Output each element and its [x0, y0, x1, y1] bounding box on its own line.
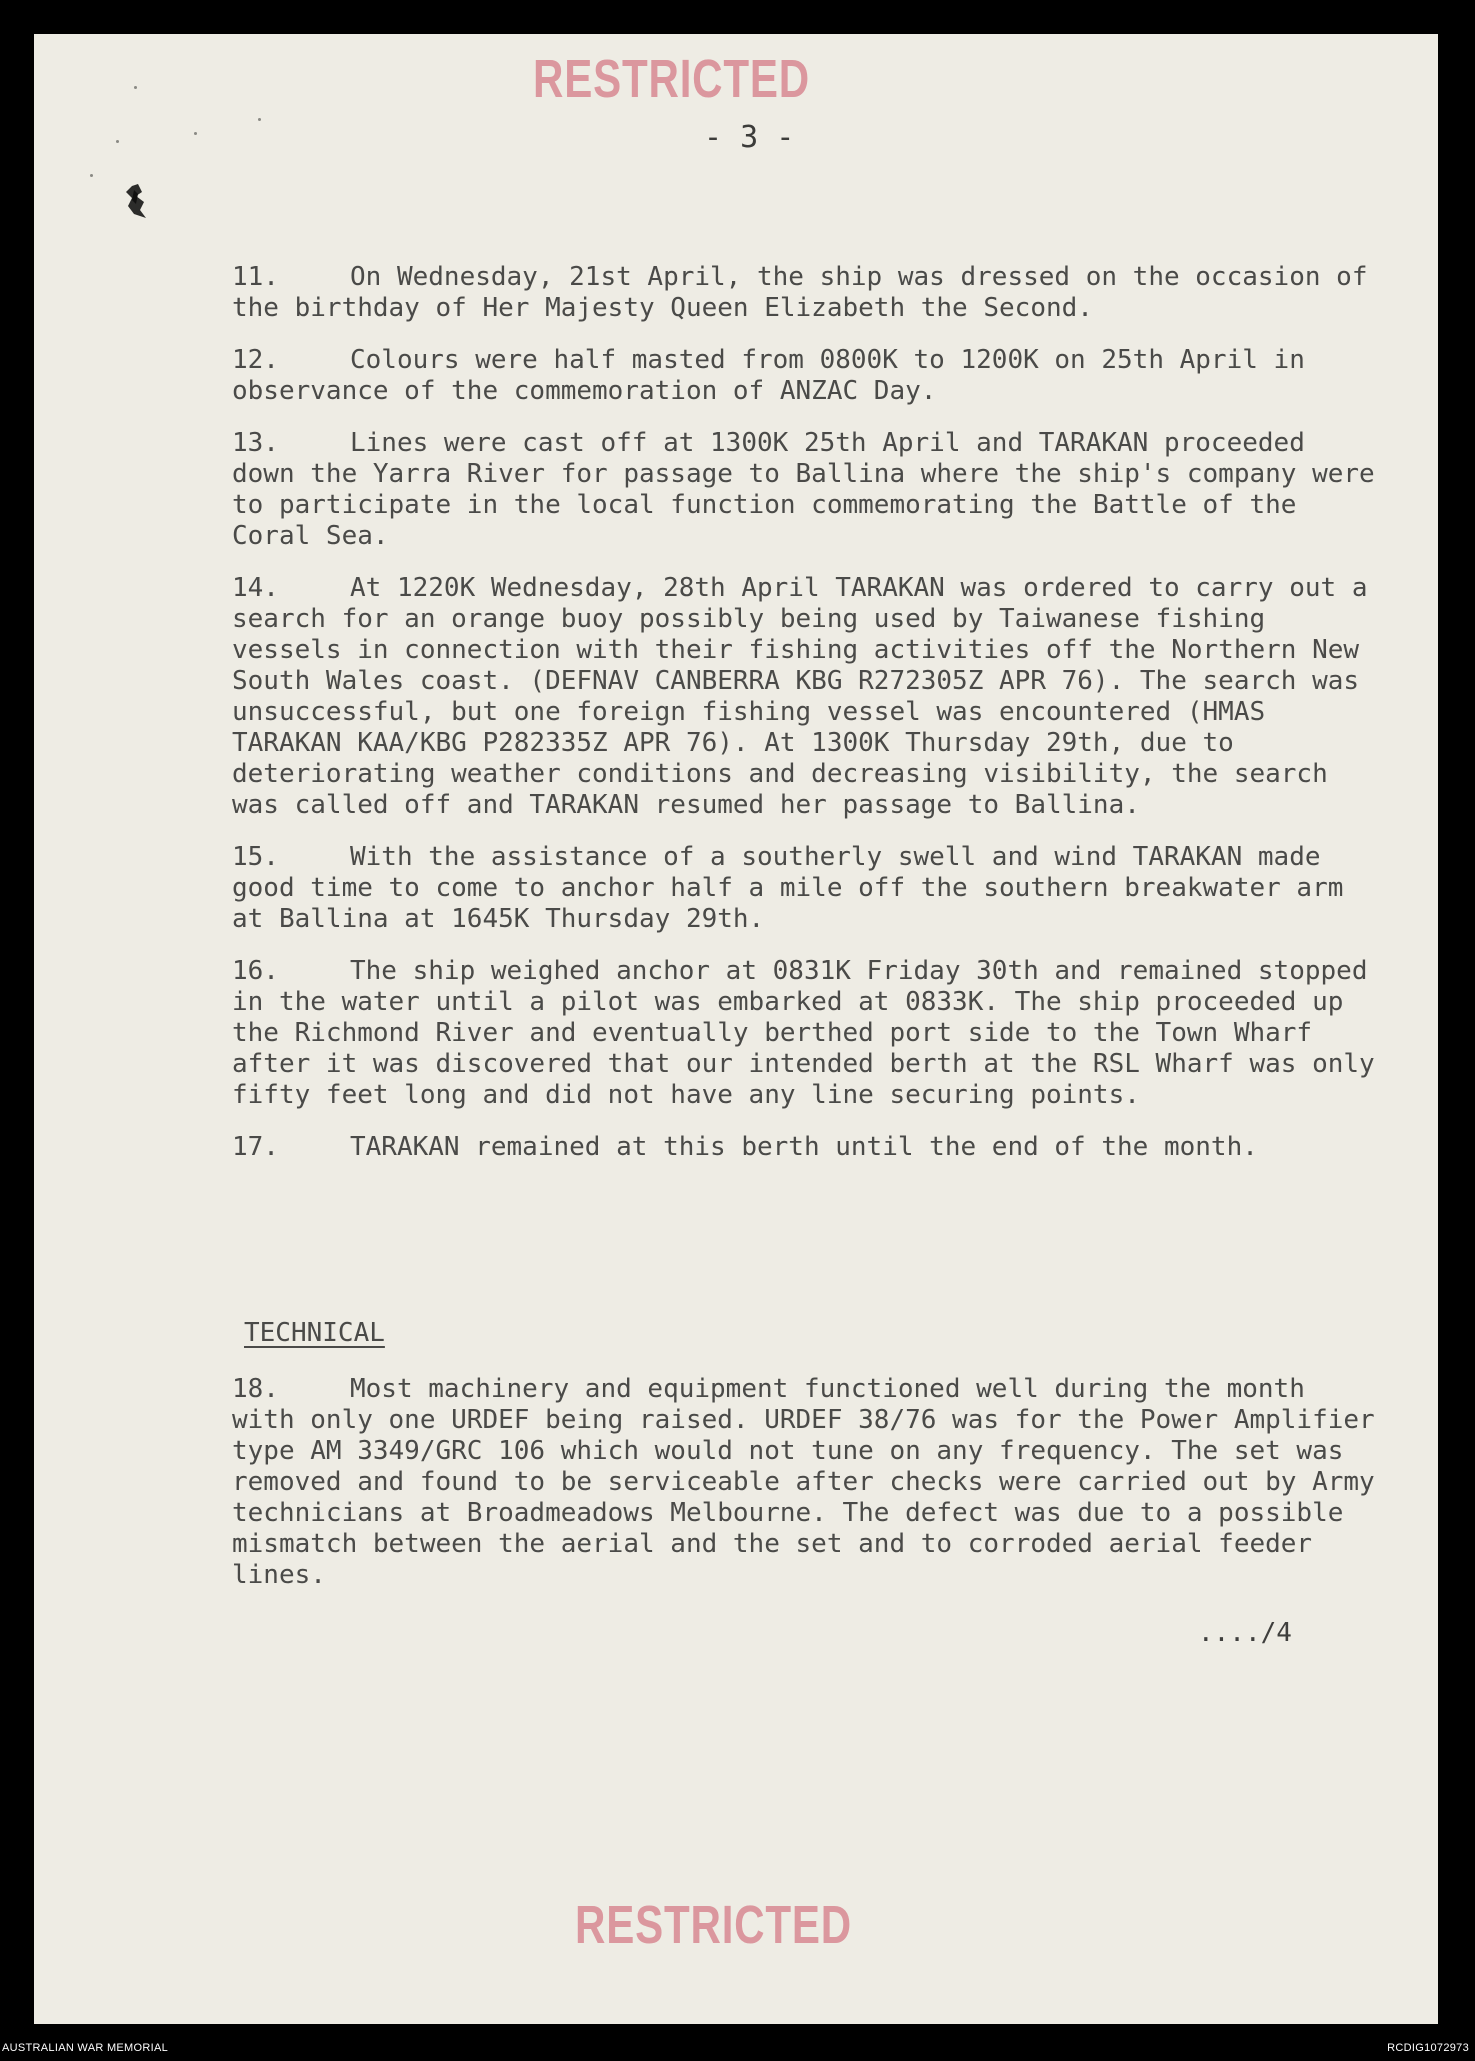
paragraph-number: 15.	[232, 842, 279, 872]
paragraph-16	[232, 956, 1391, 1111]
restricted-stamp-top: RESTRICTED	[533, 49, 810, 109]
technical-body	[232, 1374, 1391, 1612]
paragraph-number: 11.	[232, 262, 279, 292]
document-page	[34, 34, 1438, 2024]
page-number: - 3 -	[704, 120, 795, 155]
paragraph-number: 14.	[232, 573, 279, 603]
paragraph-11	[232, 262, 1382, 324]
paragraph-13	[232, 428, 1391, 552]
paragraph-text: TARAKAN remained at this berth until the end of the month.	[350, 1132, 1258, 1162]
paper-speck	[134, 86, 137, 89]
paragraph-text: On Wednesday, 21st April, the ship was dressed on the occasion of the birthday of Her Majesty Queen Elizabeth the Second.	[232, 262, 1384, 323]
paragraph-text: Colours were half masted from 0800K to 1200K on 25th April in observance of the commemoration of ANZAC Day.	[232, 345, 1321, 406]
paragraph-15	[232, 842, 1382, 935]
paragraph-text: The ship weighed anchor at 0831K Friday 30th and remained stopped in the water until a pilot was embarked at 0833K. The ship proceeded up the Richmond River and eventually berthed port side to the Town Wharf after it was discovered that our intended berth at the RSL Wharf was only fifty feet long and did not have any line securing points.	[232, 956, 1391, 1110]
paragraph-number: 18.	[232, 1374, 279, 1404]
paper-speck	[116, 140, 119, 143]
paper-speck	[194, 132, 197, 135]
paragraph-17	[232, 1132, 1382, 1163]
archive-id: RCDIG1072973	[1387, 2042, 1469, 2054]
paragraph-14	[232, 573, 1382, 821]
paragraph-text: Most machinery and equipment functioned well during the month with only one URDEF being raised. URDEF 38/76 was for the Power Amplifier type AM 3349/GRC 106 which would not tune on any frequency. The set was removed and found to be serviceable after checks were carried out by Army technicians at Broadmeadows Melbourne. The defect was due to a possible mismatch between the aerial and the set and to corroded aerial feeder lines.	[232, 1374, 1391, 1590]
paragraph-number: 17.	[232, 1132, 279, 1162]
paragraph-18	[232, 1374, 1391, 1591]
paragraph-number: 13.	[232, 428, 279, 458]
continuation-marker: ..../4	[1198, 1618, 1292, 1648]
report-body	[232, 262, 1391, 1184]
paragraph-12	[232, 345, 1382, 407]
paragraph-text: At 1220K Wednesday, 28th April TARAKAN was ordered to carry out a search for an orange buoy possibly being used by Taiwanese fishing vessels in connection with their fishing activities off the Northern New South Wales coast. (DEFNAV CANBERRA KBG R272305Z APR 76). The search was unsuccessful, but one foreign fishing vessel was encountered (HMAS TARAKAN KAA/KBG P282335Z APR 76). At 1300K Thursday 29th, due to deteriorating weather conditions and decreasing visibility, the search was called off and TARAKAN resumed her passage to Ballina.	[232, 573, 1384, 820]
restricted-stamp-bottom: RESTRICTED	[575, 1895, 852, 1955]
paragraph-text: With the assistance of a southerly swell and wind TARAKAN made good time to come to anchor half a mile off the southern breakwater arm at Ballina at 1645K Thursday 29th.	[232, 842, 1360, 934]
paragraph-number: 12.	[232, 345, 279, 375]
paragraph-number: 16.	[232, 956, 279, 986]
paper-speck	[258, 118, 261, 121]
punch-hole-mark	[122, 182, 150, 222]
paper-speck	[90, 174, 93, 177]
paragraph-text: Lines were cast off at 1300K 25th April and TARAKAN proceeded down the Yarra River for passage to Ballina where the ship's company were to participate in the local function commemorating the Battle of the Coral Sea.	[232, 428, 1391, 551]
archive-credit: AUSTRALIAN WAR MEMORIAL	[2, 2042, 169, 2054]
section-heading-technical: TECHNICAL	[244, 1318, 385, 1348]
